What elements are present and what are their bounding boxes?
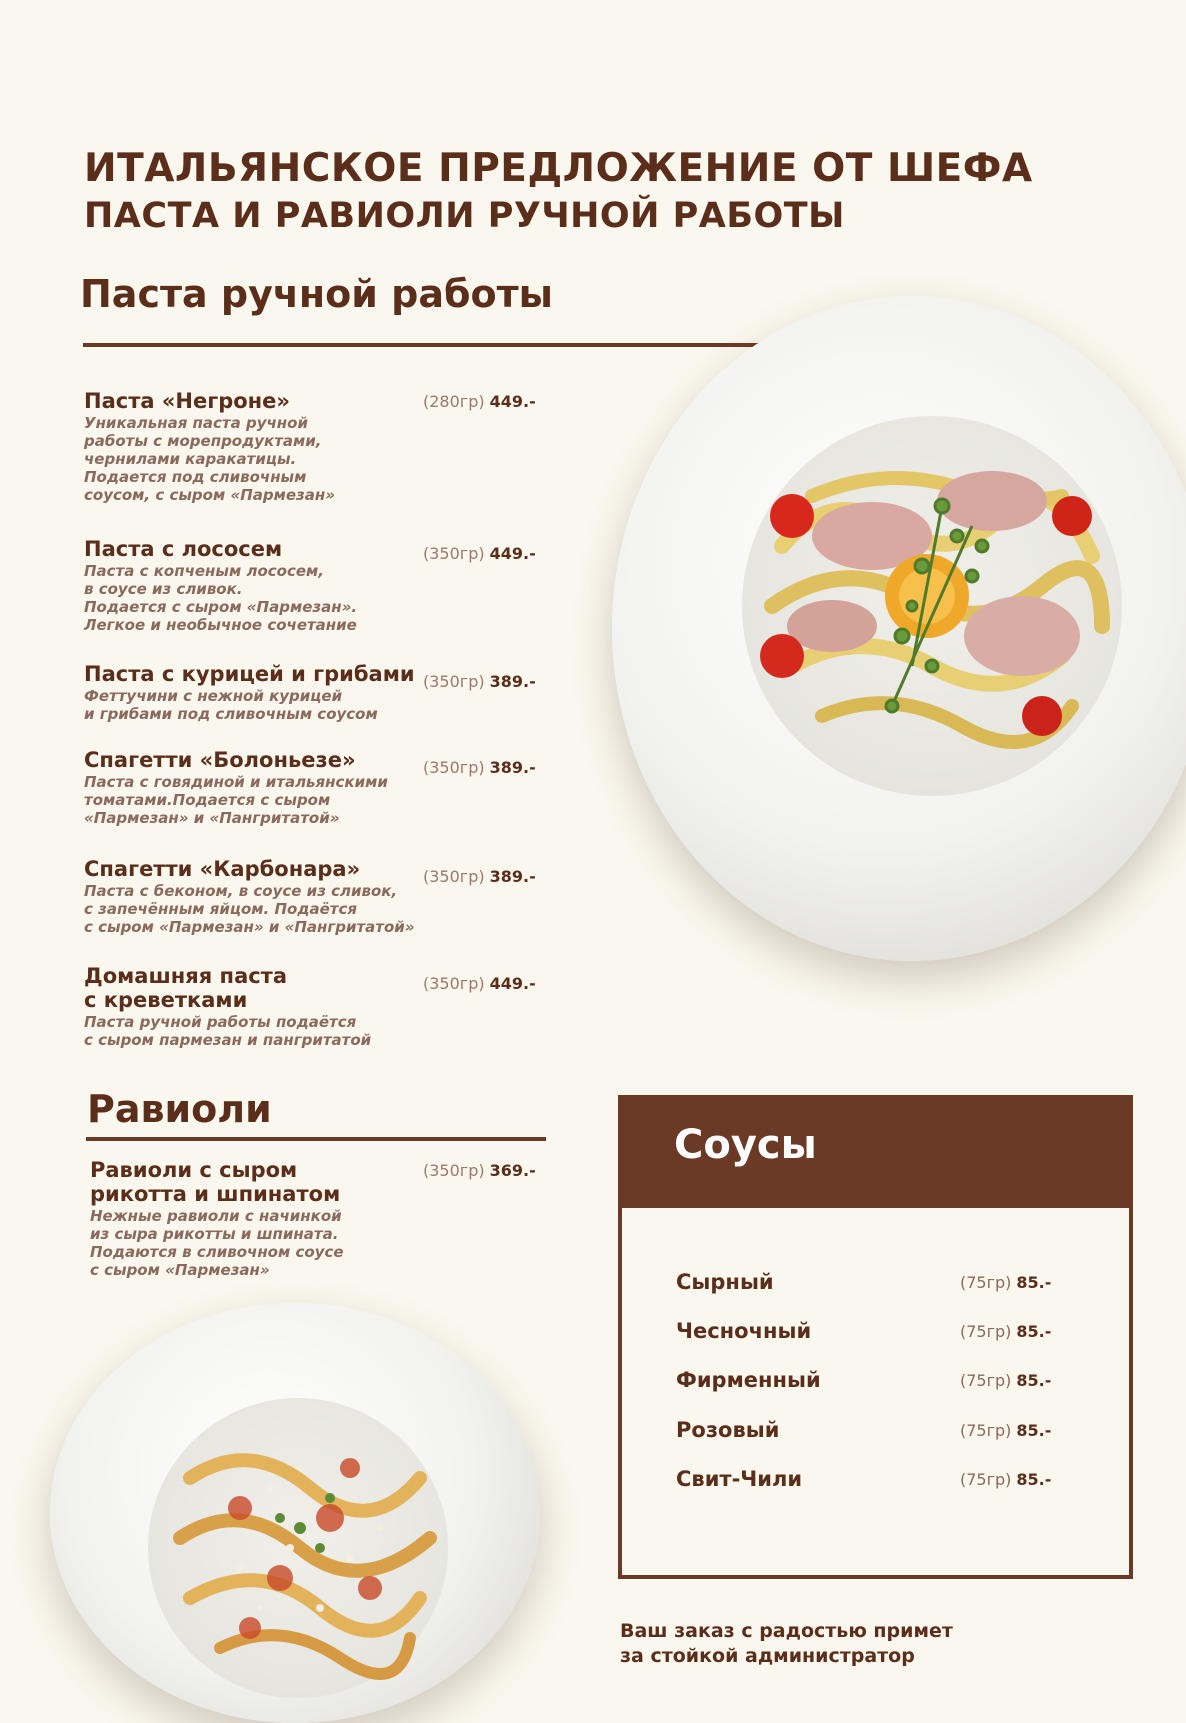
menu-item-name: Паста с курицей и грибами [84, 662, 415, 686]
menu-item-price-value: 389.- [489, 867, 536, 886]
menu-item-price-value: 369.- [489, 1161, 536, 1180]
sauce-weight: (75гр) [960, 1421, 1012, 1440]
sauce-price-value: 85.- [1016, 1421, 1052, 1440]
menu-item-description: Паста ручной работы подаётся с сыром пармезан и пангритатой [84, 1013, 372, 1049]
menu-item-carbonara [84, 857, 536, 936]
sauce-name: Розовый [676, 1418, 780, 1442]
menu-item-price [423, 974, 536, 993]
menu-item-bolognese [84, 748, 536, 827]
menu-item-shrimp-pasta [84, 964, 536, 1049]
pasta-section-divider [83, 343, 763, 347]
menu-item-description: Паста с говядиной и итальянскими томатами.Подается с сыром «Пармезан» и «Пангритатой» [84, 773, 388, 827]
menu-item-price-value: 449.- [489, 544, 536, 563]
menu-item-name: Паста с лососем [84, 537, 283, 561]
sauces-title: Соусы [674, 1122, 817, 1168]
menu-item-weight: (350гр) [423, 672, 485, 691]
menu-item-price-value: 389.- [489, 758, 536, 777]
sauce-item-garlic [676, 1319, 1076, 1343]
menu-item-weight: (350гр) [423, 758, 485, 777]
sauce-price [960, 1421, 1051, 1440]
menu-item-price [423, 392, 536, 411]
menu-item-price-value: 449.- [489, 392, 536, 411]
menu-item-description: Паста с беконом, в соусе из сливок, с запечённым яйцом. Подаётся с сыром «Пармезан» и «Пангритатой» [84, 882, 415, 936]
menu-item-price [423, 1161, 536, 1180]
menu-item-name: Домашняя паста с креветками [84, 964, 288, 1012]
sauce-name: Свит-Чили [676, 1467, 803, 1491]
menu-item-name: Равиоли с сыром рикотта и шпинатом [90, 1158, 341, 1206]
sauce-price [960, 1322, 1051, 1341]
pasta-section-title: Паста ручной работы [80, 272, 554, 316]
sauce-price-value: 85.- [1016, 1470, 1052, 1489]
pasta-food-illustration [742, 406, 1132, 806]
order-note: Ваш заказ с радостью примет за стойкой администратор [620, 1620, 953, 1667]
sauce-item-sweet-chili [676, 1467, 1076, 1491]
sauce-name: Чесночный [676, 1319, 812, 1343]
menu-item-ravioli-ricotta-spinach [90, 1158, 536, 1279]
menu-item-price-value: 449.- [489, 974, 536, 993]
sauce-price-value: 85.- [1016, 1371, 1052, 1390]
sauce-price [960, 1371, 1051, 1390]
sauce-weight: (75гр) [960, 1371, 1012, 1390]
menu-item-name: Спагетти «Болоньезе» [84, 748, 356, 772]
menu-item-price [423, 867, 536, 886]
menu-subheadline: ПАСТА И РАВИОЛИ РУЧНОЙ РАБОТЫ [84, 196, 845, 236]
menu-item-chicken-mushroom-pasta [84, 662, 536, 723]
menu-item-price-value: 389.- [489, 672, 536, 691]
menu-item-price [423, 672, 536, 691]
menu-item-description: Паста с копченым лососем, в соусе из сливок. Подается с сыром «Пармезан». Легкое и необычное сочетание [84, 562, 358, 634]
sauce-weight: (75гр) [960, 1322, 1012, 1341]
sauce-weight: (75гр) [960, 1273, 1012, 1292]
menu-item-weight: (350гр) [423, 867, 485, 886]
menu-item-weight: (350гр) [423, 1161, 485, 1180]
ravioli-section-title: Равиоли [87, 1087, 272, 1131]
menu-headline: ИТАЛЬЯНСКОЕ ПРЕДЛОЖЕНИЕ ОТ ШЕФА [84, 146, 1033, 191]
sauce-item-cheese [676, 1270, 1076, 1294]
ravioli-section-divider [86, 1137, 546, 1141]
menu-item-name: Паста «Негроне» [84, 389, 290, 413]
ravioli-dish-photo [50, 1303, 540, 1723]
sauce-name: Сырный [676, 1270, 774, 1294]
menu-item-description: Уникальная паста ручной работы с морепродуктами, чернилами каракатицы. Подается под сливочным соусом, с сыром «Пармезан» [84, 414, 335, 504]
menu-item-price [423, 758, 536, 777]
sauce-price-value: 85.- [1016, 1322, 1052, 1341]
menu-item-name: Спагетти «Карбонара» [84, 857, 361, 881]
sauce-item-pink [676, 1418, 1076, 1442]
menu-item-weight: (350гр) [423, 974, 485, 993]
menu-item-salmon-pasta [84, 537, 536, 634]
pasta-dish-photo [612, 296, 1186, 961]
sauce-name: Фирменный [676, 1368, 821, 1392]
menu-item-price [423, 544, 536, 563]
ravioli-food-illustration [150, 1398, 450, 1698]
sauce-price-value: 85.- [1016, 1273, 1052, 1292]
sauce-price [960, 1470, 1051, 1489]
menu-item-weight: (350гр) [423, 544, 485, 563]
sauce-price [960, 1273, 1051, 1292]
sauce-weight: (75гр) [960, 1470, 1012, 1489]
menu-item-description: Нежные равиоли с начинкой из сыра рикотты и шпината. Подаются в сливочном соусе с сыром «Пармезан» [90, 1207, 344, 1279]
menu-item-weight: (280гр) [423, 392, 485, 411]
menu-item-negrone [84, 389, 536, 504]
sauce-item-signature [676, 1368, 1076, 1392]
menu-item-description: Феттучини с нежной курицей и грибами под сливочным соусом [84, 687, 378, 723]
